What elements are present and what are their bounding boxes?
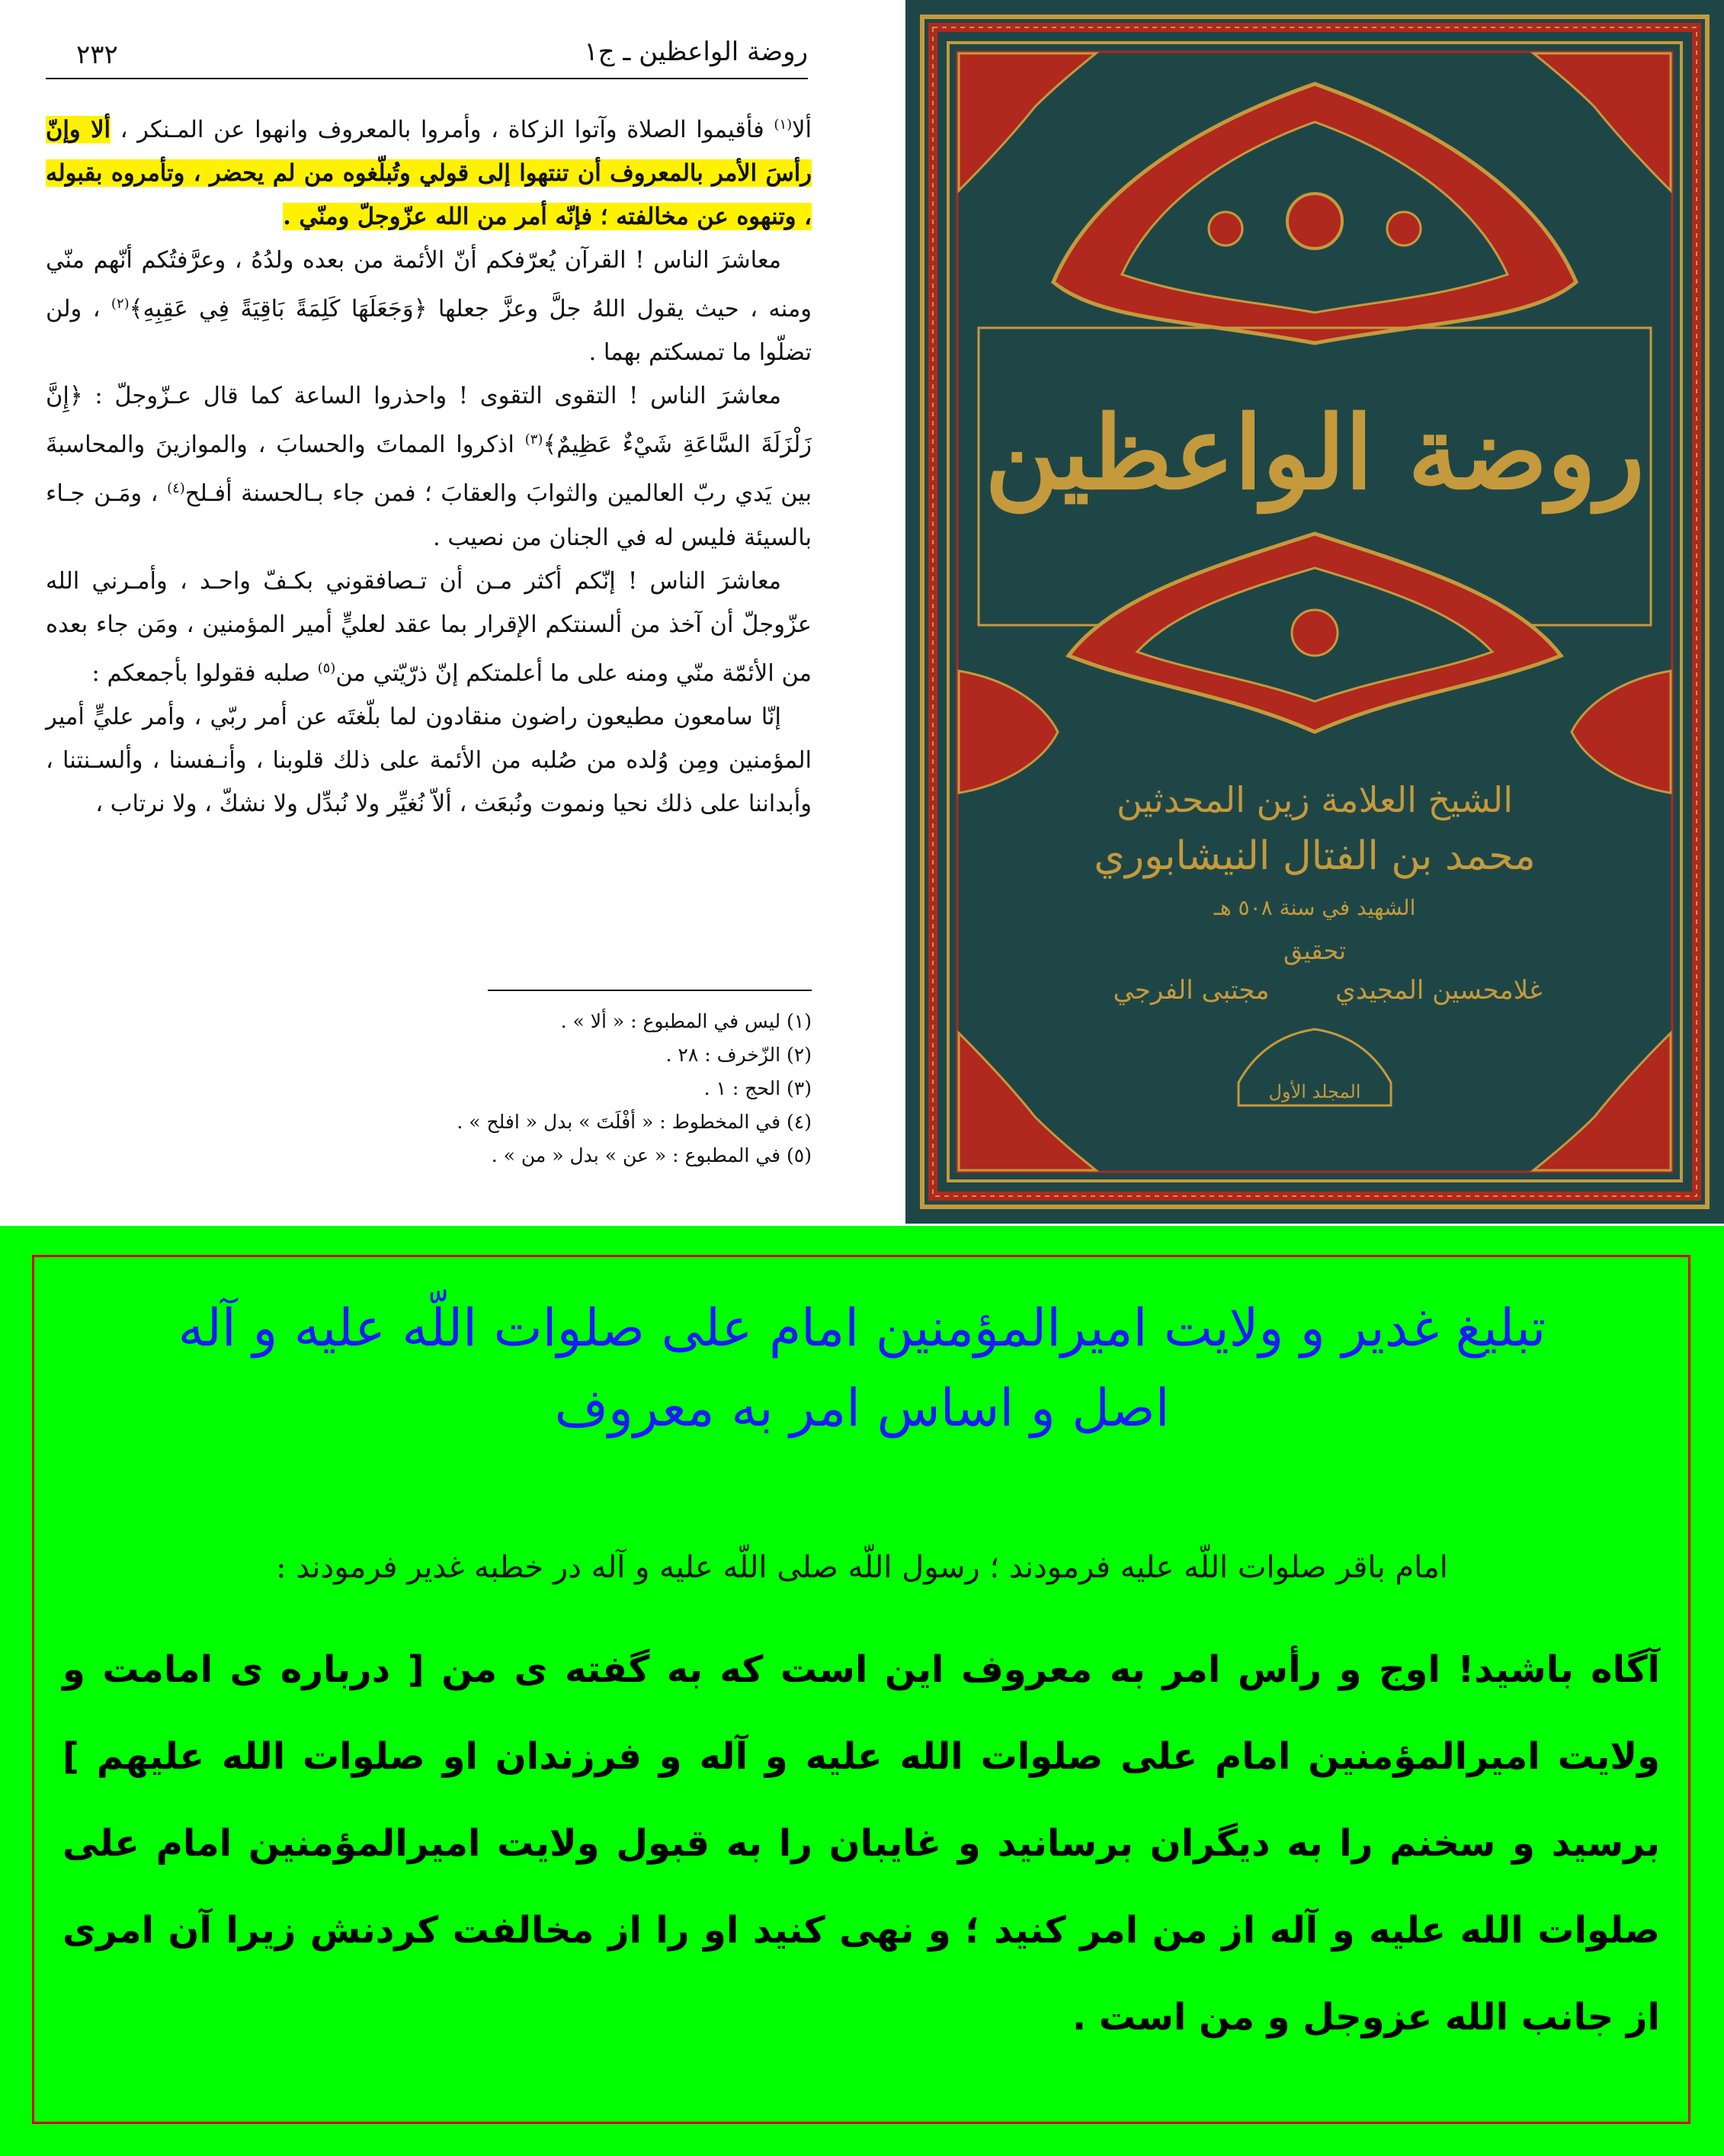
book-cover-illustration — [905, 0, 1724, 1224]
paragraph-3-text: معاشرَ الناس ! التقوى التقوى ! واحذروا الساعة كما قال عـزّوجلّ : ﴿إِنَّ زَلْزَلَةَ السَّاعَةِ شَيْءٌ عَظِيمٌ﴾ — [46, 383, 812, 459]
footnote-ref-1: (١) — [774, 117, 793, 133]
paragraph-3-tail: ، ومَـن جـاء بالسيئة فليس له في الجنان من نصيب . — [46, 480, 812, 551]
footnote-3: (٣) الحج : ١ . — [703, 1077, 812, 1099]
footnote-ref-2: (٢) — [111, 296, 130, 313]
panel-translation-text: آگاه باشید! اوج و رأس امر به معروف این است که به گفته ی من [ درباره ی امامت و ولایت امیرالمؤمنین امام علی صلوات الله علیه و آله و فرزندان او صلوات الله علیهم ] برسید و سخنم را به دیگران برسانید و غایبان را به قبول ولایت امیرالمؤمنین امام علی صلوات الله علیه و آله از من امر کنید ؛ و نهی کنید او را از مخالفت کردنش زیرا آن امری از جانب الله عزوجل و من است . — [62, 1648, 1660, 2039]
paragraph-2-tail: ، ولن تضلّوا ما تمسكتم بهما . — [46, 296, 812, 367]
paragraph-5-text: إنّا سامعون مطيعون راضون منقادون لما بلّغتَه عن أمر ربّي ، وأمر عليٍّ أمير المؤمنين ومِن وُلده من صُلبه من الأئمة على ذلك قلوبنا ، وأنـفسنا ، وألسـنتنا ، وأبداننا على ذلك نحيا ونموت ونُبعَث ، ألاّ نُغيِّر ولا نُبدِّل ولا نشكّ ، ولا نرتاب ، — [46, 703, 812, 817]
paragraph-2 — [46, 239, 812, 374]
green-panel — [0, 1226, 1724, 2156]
footnote-2: (٢) الزّخرف : ٢٨ . — [665, 1044, 812, 1066]
highlighted-passage: ألا وإنّ رأسَ الأمر بالمعروف أن تنتهوا إلى قولي وتُبلّغوه من لم يحضر ، وتأمروه بقبوله ، وتنهوه عن مخالفته ؛ فإنّه أمر من الله عزّوجلّ ومنّي . — [46, 116, 812, 231]
footnote-ref-5: (٥) — [317, 659, 336, 676]
page-number: ٢٣٢ — [76, 40, 118, 70]
paragraph-2-text: معاشرَ الناس ! القرآن يُعرّفكم أنّ الأئمة من بعده ولدُهُ ، وعرَّفتُكم أنّهم منّي ومنه ، حيث يقول اللهُ جلَّ وعزَّ جعلها ﴿وَجَعَلَهَا كَلِمَةً بَاقِيَةً فِي عَقِبِهِ﴾ — [46, 247, 812, 323]
paragraph-3-middle: اذكروا المماتَ والحسابَ ، والموازينَ والمحاسبةَ بين يَدي ربّ العالمين والثوابَ والعقابَ ؛ فمن جاء بـالحسنة أفـلح — [46, 432, 812, 508]
paragraph-4-text: معاشرَ الناس ! إنّكم أكثر مـن أن تـصافقوني بكـفّ واحـد ، وأمـرني الله عزّوجلّ أن آخذ من ألسنتكم الإقرار بما عقد لعليٍّ أمير المؤمنين ، ومَن جاء بعده من الأئمّة منّي ومنه على ما أعلمتكم إنّ ذرّيّتي من — [46, 567, 812, 687]
book-page — [0, 0, 899, 1224]
author-line-1: الشيخ العلامة زين المحدثين — [1117, 779, 1513, 820]
footnotes — [46, 1005, 812, 1173]
author-line-2: محمد بن الفتال النيشابوري — [1094, 833, 1536, 879]
paragraph-4 — [46, 560, 812, 695]
panel-title-line-2: اصل و اساس امر به معروف — [554, 1378, 1170, 1439]
footnote-4: (٤) في المخطوط : « أفْلَتَ » بدل « افلح » . — [457, 1111, 812, 1133]
paragraph-1 — [46, 103, 812, 239]
book-cover — [905, 0, 1724, 1224]
paragraph-1-middle: فأقيموا الصلاة وآتوا الزكاة ، وأمروا بالمعروف وانهوا عن المـنكر ، — [111, 117, 774, 144]
panel-intro-line: امام باقر صلوات اللّه علیه فرمودند ؛ رسول اللّه صلی اللّه علیه و آله در خطبه غدیر فرمودند : — [276, 1550, 1448, 1585]
footnote-ref-3: (٣) — [524, 432, 543, 448]
header-rule — [46, 78, 808, 79]
body-text — [46, 103, 812, 826]
cover-title: روضة الواعظين — [985, 394, 1645, 512]
paragraph-3 — [46, 374, 812, 559]
running-header-title: روضة الواعظين ـ ج١ — [584, 37, 808, 67]
paragraph-5 — [46, 695, 812, 826]
panel-title-line-1: تبلیغ غدیر و ولایت امیرالمؤمنین امام علی صلوات اللّه علیه و آله — [178, 1298, 1546, 1359]
editor-1: غلامحسين المجيدي — [1335, 975, 1543, 1006]
editing-label: تحقيق — [1283, 936, 1347, 965]
footnote-rule — [488, 990, 812, 991]
footnote-ref-4: (٤) — [167, 480, 185, 497]
editor-2: مجتبى الفرجي — [1113, 975, 1270, 1006]
paragraph-1-start: ألا — [792, 117, 812, 144]
paragraph-4-tail: صلبه فقولوا بأجمعكم : — [91, 659, 318, 687]
footnote-1: (١) ليس في المطبوع : « ألا » . — [560, 1010, 812, 1032]
footnote-5: (٥) في المطبوع : « عن » بدل « من » . — [491, 1144, 812, 1166]
page-header — [46, 37, 808, 82]
volume-label: المجلد الأول — [1268, 1081, 1361, 1102]
death-line: الشهيد في سنة ٥٠٨ هـ — [1213, 895, 1416, 920]
